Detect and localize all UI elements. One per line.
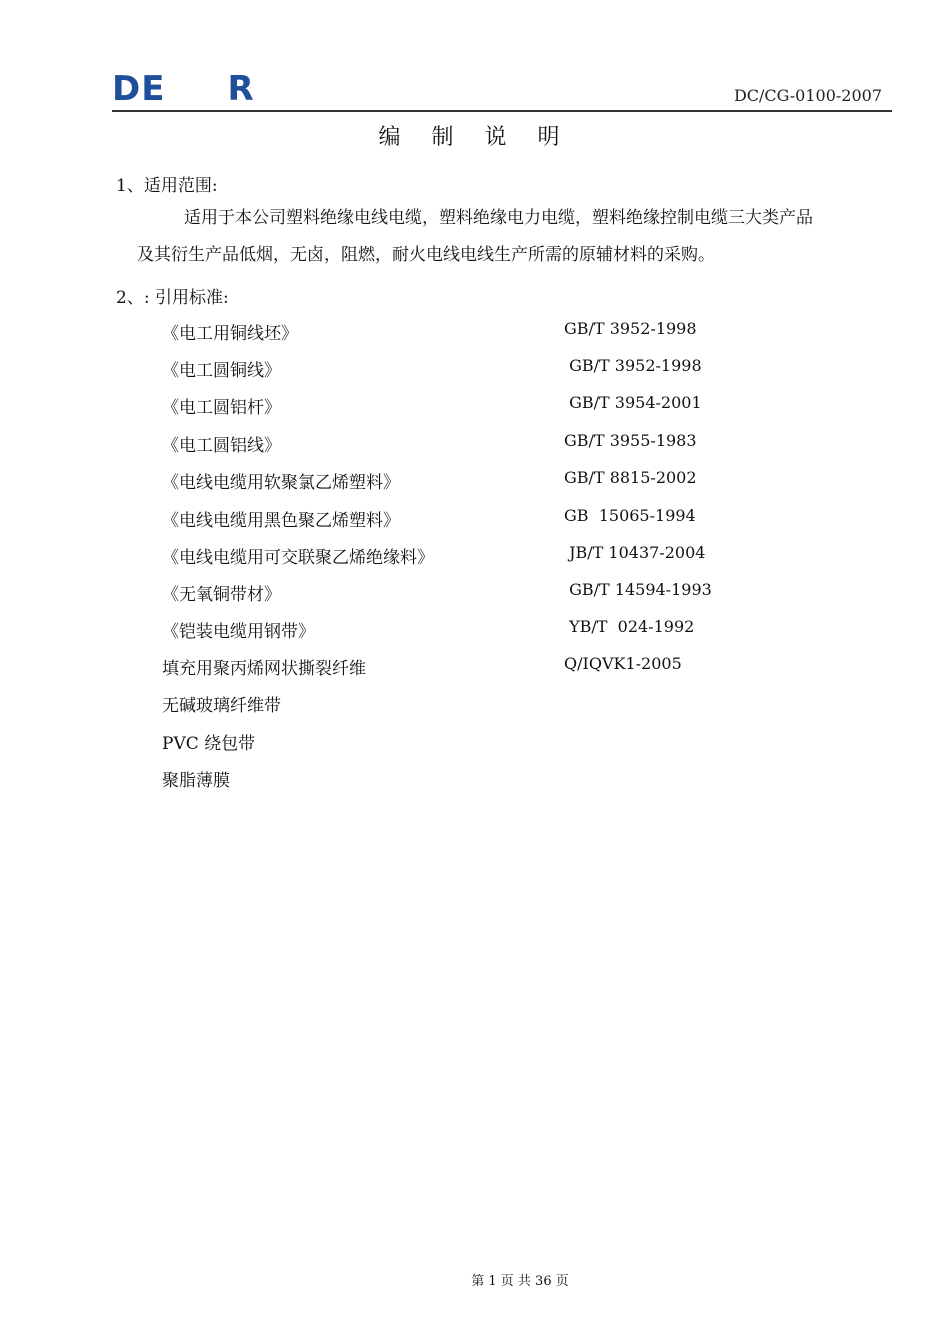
standard-name: 《电工圆铝线》 [162, 436, 281, 456]
standard-name: 《电线电缆用软聚氯乙烯塑料》 [162, 473, 400, 493]
standard-row [162, 393, 762, 418]
standard-name: 《电工用铜线坯》 [162, 324, 298, 344]
standard-row [162, 319, 762, 344]
standard-row [162, 506, 762, 531]
company-logo [112, 69, 255, 109]
standard-row [162, 431, 762, 456]
standard-code: JB/T 10437-2004 [564, 543, 706, 562]
standard-row [162, 617, 762, 642]
logo-text-left: DE [112, 69, 166, 109]
section1-paragraph-line2: 及其衍生产品低烟，无卤，阻燃，耐火电线电线生产所需的原辅材料的采购。 [137, 245, 715, 265]
standard-name: 《铠装电缆用钢带》 [162, 622, 315, 642]
page-title: 编 制 说 明 [378, 125, 572, 150]
standard-row [162, 580, 762, 605]
header-divider [112, 110, 892, 112]
standard-code: GB/T 14594-1993 [564, 580, 712, 599]
standard-row [162, 543, 762, 568]
standard-name: PVC 绕包带 [162, 734, 256, 754]
standard-code: GB/T 3954-2001 [564, 393, 702, 412]
document-code: DC/CG-0100-2007 [733, 86, 882, 105]
standard-code: GB/T 3952-1998 [564, 356, 702, 375]
standard-code: GB/T 8815-2002 [564, 468, 697, 487]
standard-row [162, 654, 762, 679]
standard-row [162, 691, 762, 716]
page-number: 第 1 页 共 36 页 [471, 1274, 569, 1289]
standard-row [162, 468, 762, 493]
standard-row [162, 356, 762, 381]
standard-name: 《电线电缆用黑色聚乙烯塑料》 [162, 511, 400, 531]
standard-row [162, 766, 762, 791]
standard-code: GB/T 3955-1983 [564, 431, 697, 450]
logo-text-right: R [227, 69, 255, 109]
standard-code: YB/T 024-1992 [564, 617, 695, 636]
standard-name: 《电工圆铝杆》 [162, 398, 281, 418]
section1-paragraph-line1: 适用于本公司塑料绝缘电线电缆，塑料绝缘电力电缆，塑料绝缘控制电缆三大类产品 [184, 208, 813, 228]
section1-heading: 1、适用范围: [116, 176, 218, 196]
standard-name: 《电工圆铜线》 [162, 361, 281, 381]
standard-code: GB 15065-1994 [564, 506, 696, 525]
standard-name: 聚脂薄膜 [162, 771, 230, 791]
standard-name: 无碱玻璃纤维带 [162, 696, 281, 716]
standard-row [162, 729, 762, 754]
standard-code: Q/IQVK1-2005 [564, 654, 682, 673]
standard-name: 《电线电缆用可交联聚乙烯绝缘料》 [162, 548, 434, 568]
standard-name: 填充用聚丙烯网状撕裂纤维 [162, 659, 366, 679]
standard-name: 《无氧铜带材》 [162, 585, 281, 605]
standard-code: GB/T 3952-1998 [564, 319, 697, 338]
section2-heading: 2、: 引用标准: [116, 288, 229, 308]
